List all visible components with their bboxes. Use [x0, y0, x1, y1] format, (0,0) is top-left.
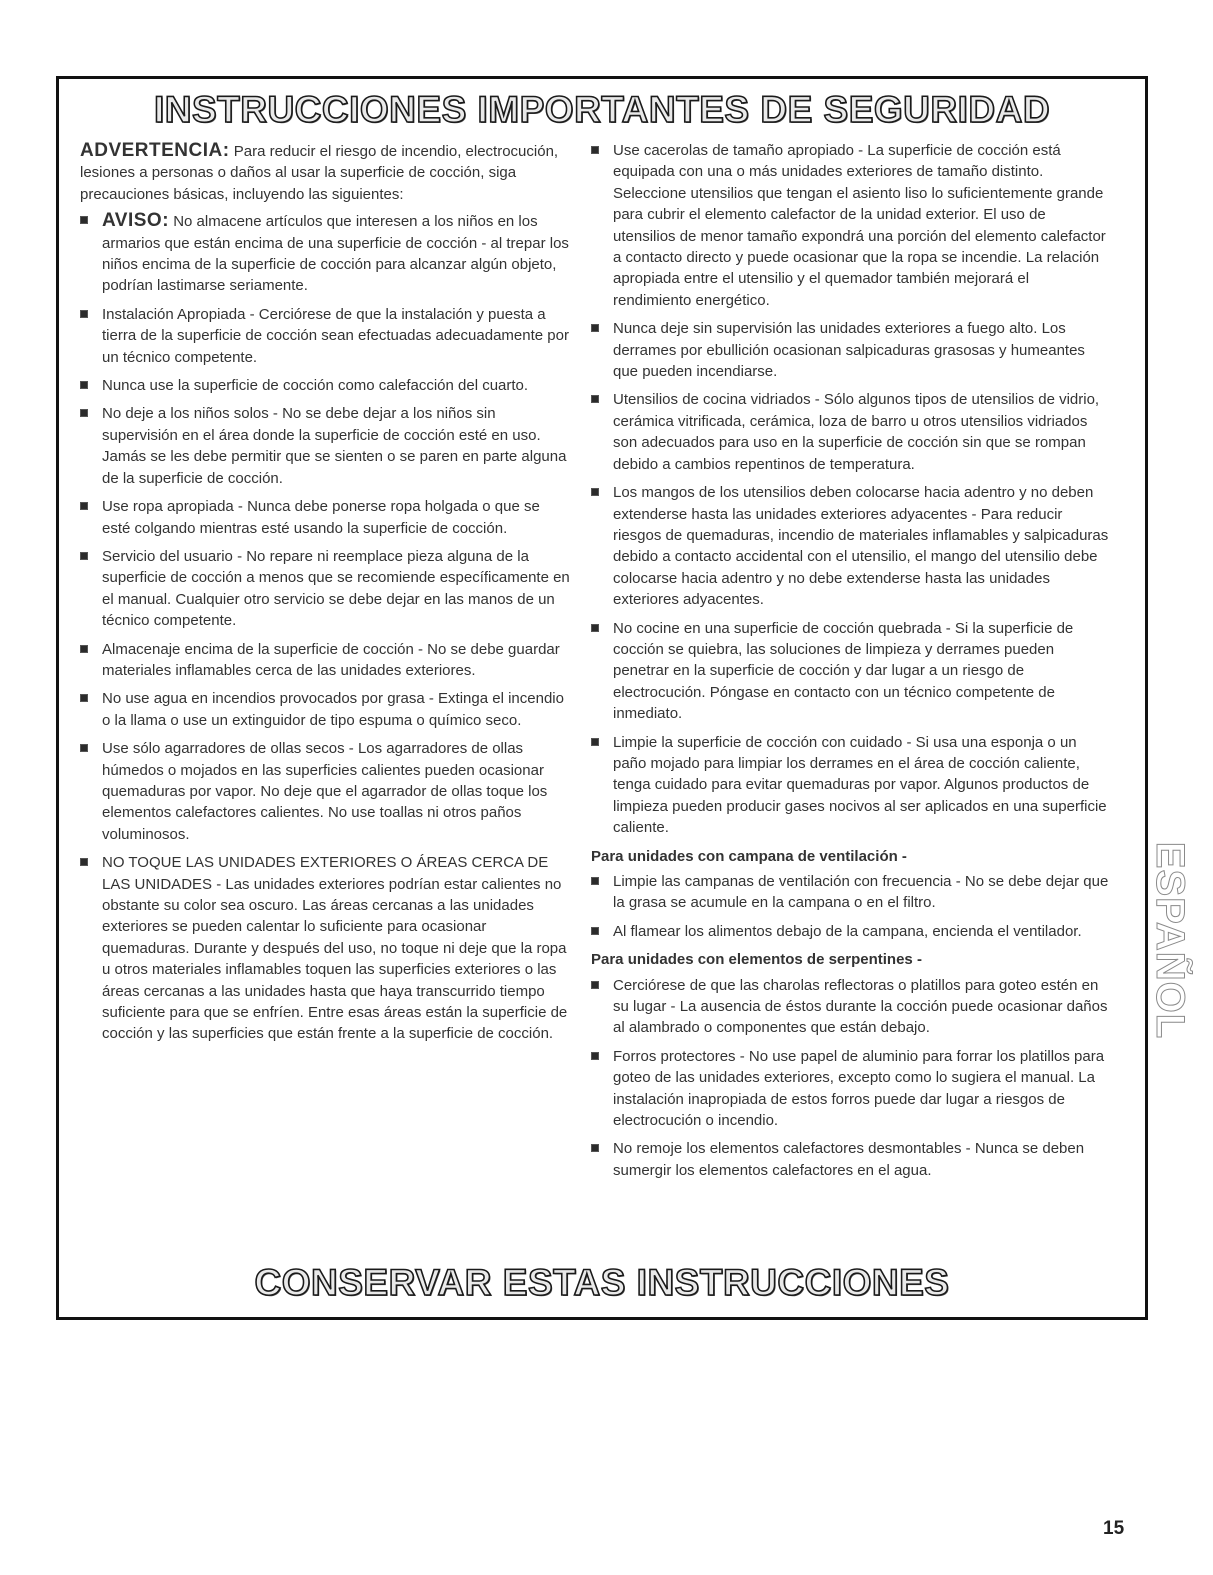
list-item: [591, 1046, 1111, 1132]
bullet-icon: [80, 552, 88, 560]
bullet-icon: [80, 858, 88, 866]
list-item: [80, 688, 570, 731]
list-item: [591, 732, 1111, 839]
list-item: [80, 639, 570, 682]
list-item: [591, 140, 1111, 311]
bullet-icon: [591, 395, 599, 403]
bullet-icon: [80, 502, 88, 510]
bullet-icon: [80, 216, 88, 224]
list-item: [591, 975, 1111, 1039]
warning-text: Para reducir el riesgo de incendio, electrocución, lesiones a personas o daños al usar la superficie de cocción, siga precauciones básicas, incluyendo las siguientes:: [80, 143, 559, 203]
bullet-icon: [591, 738, 599, 746]
page-number: 15: [1103, 1518, 1125, 1539]
item-text: NO TOQUE LAS UNIDADES EXTERIORES O ÁREAS CERCA DE LAS UNIDADES - Las unidades exteriores podrían estar calientes no obstante su color sea oscuro. Las áreas cercanas a las unidades exteriores se pueden calentar lo suficiente para ocasionar quemaduras. Durante y después del uso, no toque ni deje que la ropa u otros materiales inflamables toquen las superficies exteriores o las áreas cercanas a las unidades hasta que haya transcurrido tiempo suficiente para que se enfríen. Entre esas áreas están la superficie de cocción y las superficies que están frente a la superficie de cocción.: [102, 854, 568, 1043]
right-item-list: [591, 140, 1111, 839]
item-text: No use agua en incendios provocados por grasa - Extinga el incendio o la llama o use un extinguidor de tipo espuma o químico seco.: [102, 690, 564, 729]
item-text: Use cacerolas de tamaño apropiado - La superficie de cocción está equipada con una o más unidades exteriores de tamaño distinto. Seleccione utensilios que tengan el asiento liso lo suficientemente grande para cubrir el elemento calefactor de la unidad exterior. El uso de utensilios de menor tamaño expondrá una porción del elemento calefactor a contacto directo y puede ocasionar que la ropa se incendie. La relación apropiada entre el utensilio y el quemador también mejorará el rendimiento energético.: [613, 142, 1106, 309]
coil-item-list: [591, 975, 1111, 1182]
item-text: Nunca use la superficie de cocción como calefacción del cuarto.: [102, 377, 529, 395]
list-item: [591, 618, 1111, 725]
bullet-icon: [591, 927, 599, 935]
list-item: [80, 738, 570, 845]
bullet-icon: [591, 1144, 599, 1152]
footer-title: CONSERVAR ESTAS INSTRUCCIONES: [254, 1262, 950, 1303]
left-item-list: [80, 210, 570, 1045]
item-text: Los mangos de los utensilios deben colocarse hacia adentro y no deben extenderse hasta las unidades exteriores adyacentes - Para reducir riesgos de quemaduras, incendio de materiales inflamables y salpicaduras debido a contacto accidental con el utensilio, el mango del utensilio debe colocarse hacia adentro y no debe extenderse hasta las unidades exteriores adyacentes.: [613, 484, 1109, 609]
bullet-icon: [80, 645, 88, 653]
vent-item-list: [591, 871, 1111, 942]
bullet-icon: [80, 310, 88, 318]
item-text: Servicio del usuario - No repare ni reemplace pieza alguna de la superficie de cocción a menos que se recomiende específicamente en el manual. Cualquier otro servicio se debe dejar en las manos de un técnico competente.: [102, 547, 570, 630]
list-item: [591, 921, 1111, 942]
item-text: Instalación Apropiada - Cerciórese de que la instalación y puesta a tierra de la superficie de cocción sean efectuadas adecuadamente por un técnico competente.: [102, 305, 569, 366]
list-item: [591, 389, 1111, 475]
page-title: INSTRUCCIONES IMPORTANTES DE SEGURIDAD: [153, 89, 1051, 130]
item-lead: AVISO:: [102, 210, 170, 232]
item-text: Nunca deje sin supervisión las unidades exteriores a fuego alto. Los derrames por ebullición ocasionan salpicaduras grasosas y humeantes que pueden incendiarse.: [613, 320, 1085, 381]
bullet-icon: [591, 877, 599, 885]
bullet-icon: [591, 146, 599, 154]
list-item: [80, 375, 570, 396]
bullet-icon: [591, 981, 599, 989]
item-text: Use sólo agarradores de ollas secos - Los agarradores de ollas húmedos o mojados en las superficies calientes pueden ocasionar quemaduras por vapor. No deje que el agarrador de ollas toque los elementos calefactores calientes. No use toallas ni otros paños voluminosos.: [102, 740, 548, 843]
item-text: No almacene artículos que interesen a los niños en los armarios que están encima de una superficie de cocción - al trepar los niños encima de la superficie de cocción para alcanzar algún objeto, podrían lastimarse seriamente.: [102, 213, 569, 295]
bullet-icon: [591, 488, 599, 496]
item-text: Almacenaje encima de la superficie de cocción - No se debe guardar materiales inflamables cerca de las unidades exteriores.: [102, 640, 560, 679]
item-text: Limpie la superficie de cocción con cuidado - Si usa una esponja o un paño mojado para limpiar los derrames en el área de cocción caliente, tenga cuidado para evitar quemaduras por vapor. Algunos productos de limpieza pueden producir gases nocivos al ser aplicados en una superficie caliente.: [613, 733, 1107, 837]
list-item: [591, 482, 1111, 610]
list-item: [591, 318, 1111, 382]
list-item: [80, 852, 570, 1045]
language-side-tab-label: ESPAÑOL: [1148, 841, 1193, 1039]
bullet-icon: [80, 694, 88, 702]
item-text: Limpie las campanas de ventilación con frecuencia - No se debe dejar que la grasa se acumule en la campana o en el filtro.: [613, 873, 1109, 912]
list-item: [80, 210, 570, 297]
left-column: [80, 140, 570, 1052]
item-text: Al flamear los alimentos debajo de la campana, encienda el ventilador.: [613, 922, 1082, 940]
item-text: Cerciórese de que las charolas reflectoras o platillos para goteo estén en su lugar - La ausencia de éstos durante la cocción puede ocasionar daños al alambrado o componentes que están debajo.: [613, 976, 1108, 1037]
bullet-icon: [80, 381, 88, 389]
bullet-icon: [591, 1052, 599, 1060]
coil-section-heading: Para unidades con elementos de serpentines -: [591, 951, 922, 969]
bullet-icon: [80, 744, 88, 752]
list-item: [80, 496, 570, 539]
list-item: [591, 871, 1111, 914]
bullet-icon: [80, 409, 88, 417]
warning-lead: ADVERTENCIA:: [80, 140, 230, 161]
vent-section-heading: Para unidades con campana de ventilación -: [591, 847, 907, 865]
list-item: [80, 304, 570, 368]
bullet-icon: [591, 624, 599, 632]
language-side-tab: [1148, 820, 1193, 1060]
item-text: Utensilios de cocina vidriados - Sólo algunos tipos de utensilios de vidrio, cerámica vitrificada, cerámica, loza de barro u otros utensilios vidriados son adecuados para uso en la superficie de cocción sin que se rompan debido a cambios repentinos de temperatura.: [613, 391, 1100, 473]
item-text: Forros protectores - No use papel de aluminio para forrar los platillos para goteo de las unidades exteriores, excepto como lo sugiera el manual. La instalación inapropiada de estos forros puede dar lugar a riesgos de electrocución o incendio.: [613, 1047, 1105, 1130]
safety-instructions-box: [56, 76, 1148, 1320]
item-text: Use ropa apropiada - Nunca debe ponerse ropa holgada o que se esté colgando mientras esté usando la superficie de cocción.: [102, 498, 540, 537]
item-text: No remoje los elementos calefactores desmontables - Nunca se deben sumergir los elementos calefactores en el agua.: [613, 1140, 1085, 1179]
right-column: [591, 140, 1111, 1188]
list-item: [591, 1138, 1111, 1181]
bullet-icon: [591, 324, 599, 332]
item-text: No deje a los niños solos - No se debe dejar a los niños sin supervisión en el área donde la superficie de cocción esté en uso. Jamás se les debe permitir que se sienten o se paren en parte alguna de la superficie de cocción.: [102, 405, 567, 487]
warning-paragraph: [80, 140, 570, 205]
list-item: [80, 403, 570, 489]
list-item: [80, 546, 570, 632]
item-text: No cocine en una superficie de cocción quebrada - Si la superficie de cocción se quiebra, las soluciones de limpieza y derrames pueden penetrar en la superficie de cocción y dar lugar a un riesgo de electrocución. Póngase en contacto con un técnico competente de inmediato.: [613, 619, 1074, 723]
